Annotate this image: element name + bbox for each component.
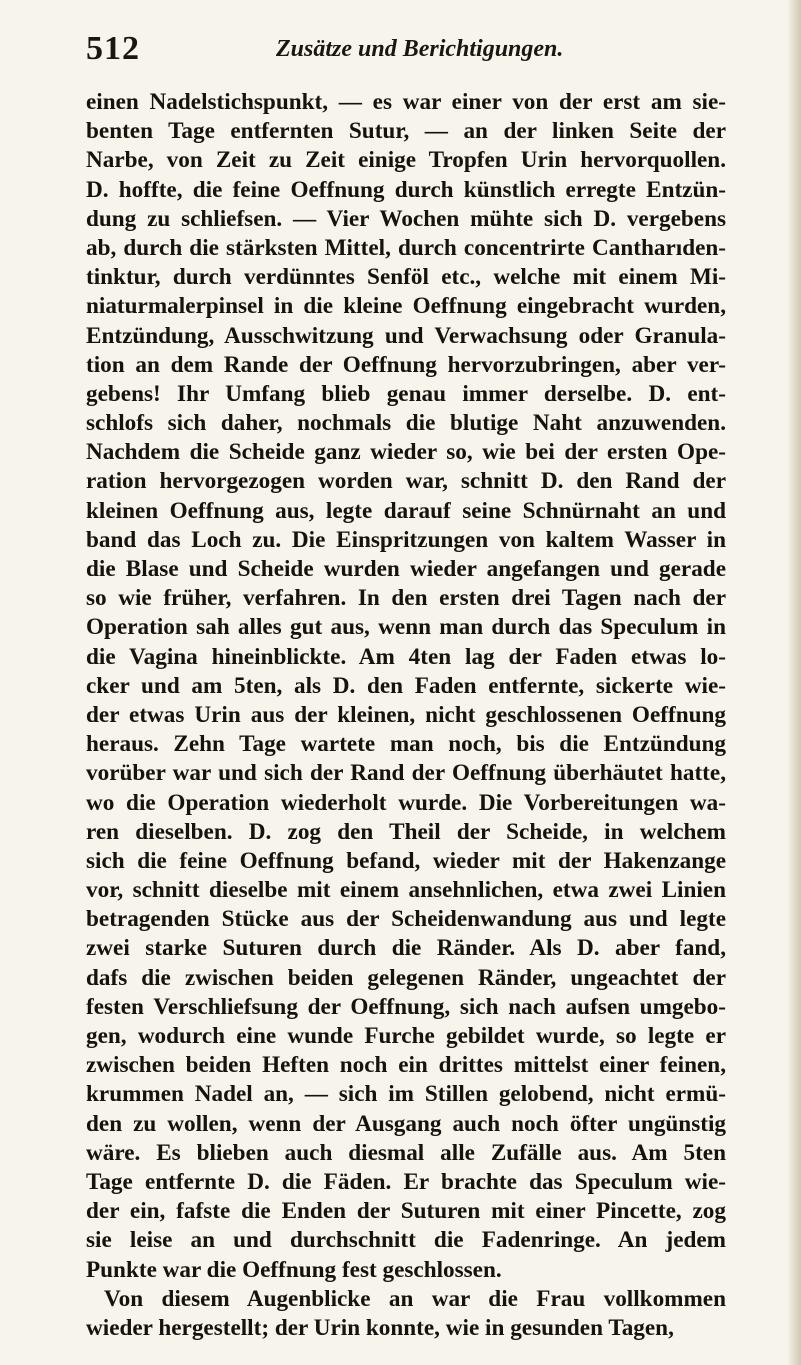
text-line: wäre. Es blieben auch diesmal alle Zufälle aus. Am 5ten [86, 1139, 726, 1166]
text-line: wo die Operation wiederholt wurde. Die Vorbereitungen wa- [86, 789, 726, 816]
text-line: sich die feine Oeffnung befand, wieder mit der Hakenzange [86, 847, 726, 874]
text-line: tion an dem Rande der Oeffnung hervorzubringen, aber ver- [86, 351, 726, 378]
text-line: Punkte war die Oeffnung fest geschlossen. [86, 1256, 502, 1283]
text-line: cker und am 5ten, als D. den Faden entfernte, sickerte wie- [86, 672, 726, 699]
text-line: der etwas Urin aus der kleinen, nicht geschlossenen Oeffnung [86, 701, 726, 728]
text-line: gebens! Ihr Umfang blieb genau immer derselbe. D. ent- [86, 380, 726, 407]
text-line: wieder hergestellt; der Urin konnte, wie in gesunden Tagen, [86, 1314, 674, 1341]
text-line: so wie früher, verfahren. In den ersten drei Tagen nach der [86, 585, 726, 612]
text-line: heraus. Zehn Tage wartete man noch, bis die Entzündung [86, 731, 726, 758]
text-line: zwischen beiden Heften noch ein drittes mittelst einer feinen, [86, 1052, 726, 1079]
text-line: Operation sah alles gut aus, wenn man durch das Speculum in [86, 614, 726, 641]
text-line: Entzündung, Ausschwitzung und Verwachsung oder Granula- [86, 322, 726, 349]
text-line: die Vagina hineinblickte. Am 4ten lag der Faden etwas lo- [86, 643, 726, 670]
text-line: vorüber war und sich der Rand der Oeffnung überhäutet hatte, [86, 760, 726, 787]
text-line: einen Nadelstichspunkt, — es war einer von der erst am sie- [86, 89, 726, 115]
text-line: kleinen Oeffnung aus, legte darauf seine Schnürnaht an und [86, 497, 726, 524]
running-head-title: Zusätze und Berichtigungen. [276, 36, 564, 62]
text-line: vor, schnitt dieselbe mit einem ansehnlichen, etwa zwei Linien [86, 877, 726, 904]
text-line: der ein, fafste die Enden der Suturen mit einer Pincette, zog [86, 1198, 726, 1225]
page-edge-shadow [787, 0, 801, 1365]
text-line: Narbe, von Zeit zu Zeit einige Tropfen Urin hervorquollen. [86, 147, 726, 174]
text-line: die Blase und Scheide wurden wieder angefangen und gerade [86, 556, 726, 582]
text-line: ren dieselben. D. zog den Theil der Scheide, in welchem [86, 818, 726, 845]
running-head [86, 30, 726, 70]
text-line: ab, durch die stärksten Mittel, durch concentrirte Cantharıden- [86, 234, 726, 261]
text-line: band das Loch zu. Die Einspritzungen von kaltem Wasser in [86, 526, 726, 553]
text-line: niaturmalerpinsel in die kleine Oeffnung eingebracht wurden, [86, 293, 726, 320]
text-line: zwei starke Suturen durch die Ränder. Als D. aber fand, [86, 935, 726, 962]
text-line: benten Tage entfernten Sutur, — an der linken Seite der [86, 118, 726, 145]
text-line: ration hervorgezogen worden war, schnitt D. den Rand der [86, 468, 726, 495]
text-line: Tage entfernte D. die Fäden. Er brachte das Speculum wie- [86, 1168, 726, 1195]
text-line: D. hoffte, die feine Oeffnung durch künstlich erregte Entzün- [86, 176, 726, 203]
text-line: schlofs sich daher, nochmals die blutige Naht anzuwenden. [86, 410, 726, 437]
text-line: Nachdem die Scheide ganz wieder so, wie bei der ersten Ope- [86, 439, 726, 466]
text-line: betragenden Stücke aus der Scheidenwandung aus und legte [86, 906, 726, 933]
text-line: dung zu schliefsen. — Vier Wochen mühte sich D. vergebens [86, 205, 726, 232]
text-line: gen, wodurch eine wunde Furche gebildet wurde, so legte er [86, 1023, 726, 1049]
text-line: krummen Nadel an, — sich im Stillen gelobend, nicht ermü- [86, 1081, 726, 1108]
text-line: dafs die zwischen beiden gelegenen Ränder, ungeachtet der [86, 964, 726, 991]
text-line: tinktur, durch verdünntes Senföl etc., welche mit einem Mi- [86, 264, 726, 291]
page-number: 512 [86, 30, 140, 67]
text-line: sie leise an und durchschnitt die Fadenringe. An jedem [86, 1227, 726, 1254]
text-line: festen Verschliefsung der Oeffnung, sich nach aufsen umgebo- [86, 993, 726, 1020]
text-line: den zu wollen, wenn der Ausgang auch noch öfter ungünstig [86, 1110, 726, 1137]
text-line: Von diesem Augenblicke an war die Frau vollkommen [104, 1285, 726, 1312]
body-text [86, 88, 726, 1343]
